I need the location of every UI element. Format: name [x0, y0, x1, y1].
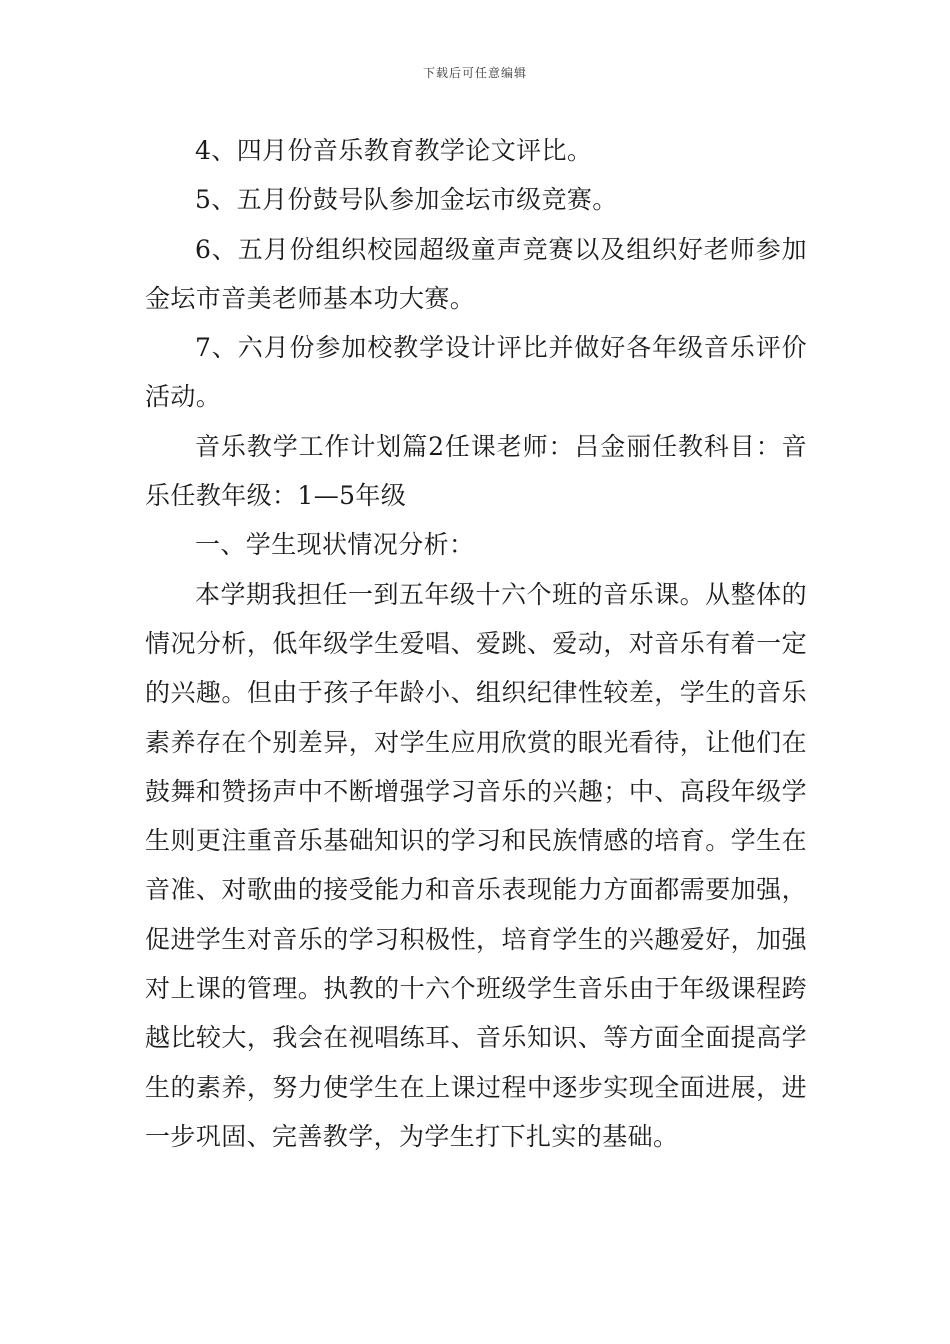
paragraph-item-4: 4、四月份音乐教育教学论文评比。 [195, 136, 593, 165]
document-body [145, 126, 807, 1161]
paragraph-item-6: 6、五月份组织校园超级童声竞赛以及组织好老师参加金坛市音美老师基本功大赛。 [145, 234, 807, 313]
section-heading-student-analysis: 一、学生现状情况分析： [195, 530, 475, 560]
paragraph-item-5: 5、五月份鼓号队参加金坛市级竞赛。 [195, 185, 618, 215]
body-paragraph-analysis: 本学期我担任一到五年级十六个班的音乐课。从整体的情况分析，低年级学生爱唱、爱跳、爱动，对音乐有着一定的兴趣。但由于孩子年龄小、组织纪律性较差，学生的音乐素养存在个别差异，对学生应用欣赏的眼光看待，让他们在鼓舞和赞扬声中不断增强学习音乐的兴趣；中、高段年级学生则更注重音乐基础知识的学习和民族情感的培育。学生在音准、对歌曲的接受能力和音乐表现能力方面都需要加强，促进学生对音乐的学习积极性，培育学生的兴趣爱好，加强对上课的管理。执教的十六个班级学生音乐由于年级课程跨越比较大，我会在视唱练耳、音乐知识、等方面全面提高学生的素养，努力使学生在上课过程中逐步实现全面进展，进一步巩固、完善教学，为学生打下扎实的基础。 [145, 579, 807, 1151]
section-title-plan-2: 音乐教学工作计划篇2任课老师：吕金丽任教科目：音乐任教年级：1—5年级 [145, 431, 807, 511]
page-header-note: 下载后可任意编辑 [422, 66, 527, 80]
paragraph-item-7: 7、六月份参加校教学设计评比并做好各年级音乐评价活动。 [145, 333, 807, 412]
